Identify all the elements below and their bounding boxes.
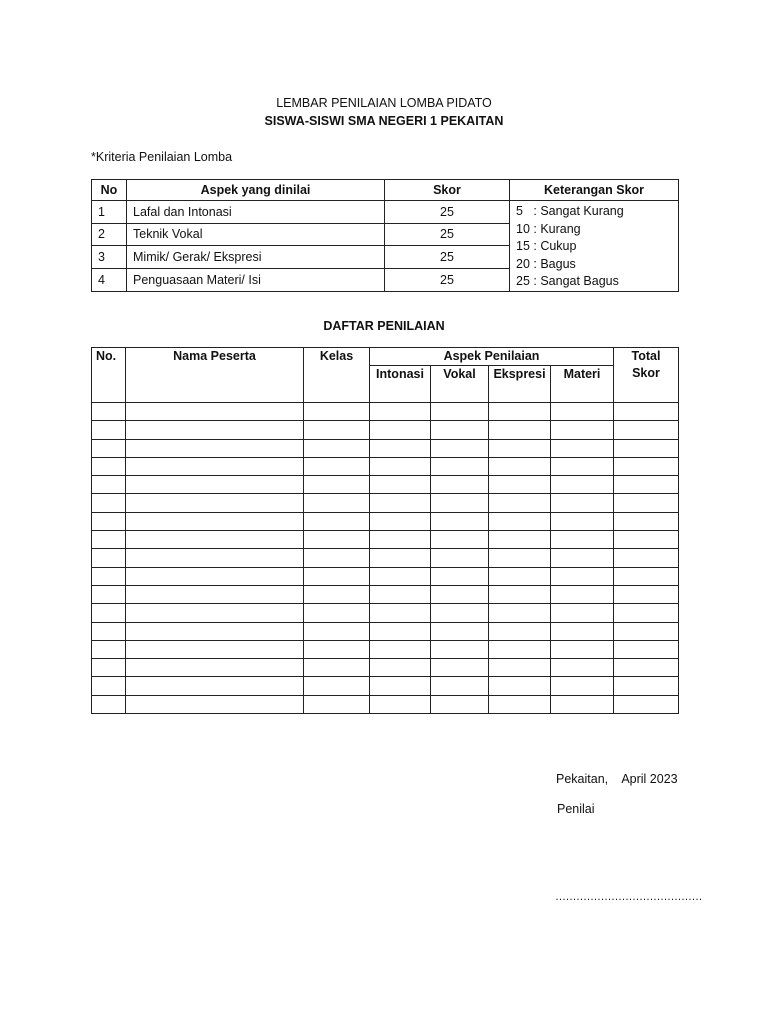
criteria-row-no: 3: [92, 246, 127, 269]
score-cell-intonation: [370, 494, 431, 512]
score-cell-vocal: [431, 476, 489, 494]
score-cell-name: [126, 567, 304, 585]
score-cell-expression: [489, 659, 551, 677]
score-cell-expression: [489, 567, 551, 585]
score-cell-intonation: [370, 677, 431, 695]
criteria-row-aspect: Penguasaan Materi/ Isi: [127, 268, 385, 291]
score-cell-name: [126, 640, 304, 658]
score-cell-expression: [489, 604, 551, 622]
score-cell-material: [551, 604, 614, 622]
score-cell-class: [304, 640, 370, 658]
score-header-name: Nama Peserta: [126, 348, 304, 403]
score-cell-name: [126, 439, 304, 457]
score-cell-no: [92, 421, 126, 439]
score-cell-no: [92, 640, 126, 658]
score-cell-vocal: [431, 403, 489, 421]
score-cell-vocal: [431, 622, 489, 640]
score-cell-material: [551, 439, 614, 457]
criteria-row-aspect: Teknik Vokal: [127, 223, 385, 246]
score-cell-no: [92, 604, 126, 622]
score-cell-class: [304, 494, 370, 512]
score-cell-name: [126, 695, 304, 713]
score-cell-material: [551, 494, 614, 512]
score-header-aspect-group: Aspek Penilaian: [370, 348, 614, 366]
score-cell-material: [551, 659, 614, 677]
score-header-expression: Ekspresi: [489, 366, 551, 403]
score-cell-intonation: [370, 403, 431, 421]
score-header-vocal: Vokal: [431, 366, 489, 403]
score-header-total: [614, 348, 679, 403]
score-cell-expression: [489, 403, 551, 421]
score-cell-vocal: [431, 604, 489, 622]
score-row: [92, 457, 679, 475]
score-cell-material: [551, 512, 614, 530]
score-header-intonation-label: Intonasi: [376, 367, 424, 381]
score-cell-name: [126, 476, 304, 494]
score-table-body: [92, 403, 679, 714]
score-row: [92, 421, 679, 439]
score-row: [92, 403, 679, 421]
score-header-total-label: Total Skor: [631, 349, 661, 380]
document-subtitle: SISWA-SISWI SMA NEGERI 1 PEKAITAN: [264, 114, 504, 128]
score-cell-total: [614, 476, 679, 494]
score-cell-intonation: [370, 585, 431, 603]
score-cell-name: [126, 622, 304, 640]
score-cell-no: [92, 659, 126, 677]
score-cell-class: [304, 695, 370, 713]
score-cell-vocal: [431, 567, 489, 585]
score-cell-total: [614, 403, 679, 421]
score-cell-no: [92, 457, 126, 475]
score-row: [92, 476, 679, 494]
score-header-material: Materi: [551, 366, 614, 403]
score-cell-total: [614, 439, 679, 457]
score-cell-no: [92, 567, 126, 585]
score-row: [92, 494, 679, 512]
score-cell-no: [92, 439, 126, 457]
score-cell-vocal: [431, 659, 489, 677]
score-cell-name: [126, 494, 304, 512]
score-cell-material: [551, 585, 614, 603]
score-section-title: DAFTAR PENILAIAN: [323, 319, 445, 333]
score-cell-material: [551, 421, 614, 439]
score-cell-total: [614, 567, 679, 585]
score-cell-vocal: [431, 695, 489, 713]
criteria-row-aspect: Lafal dan Intonasi: [127, 201, 385, 224]
score-cell-vocal: [431, 494, 489, 512]
score-cell-material: [551, 640, 614, 658]
score-cell-intonation: [370, 476, 431, 494]
score-cell-intonation: [370, 640, 431, 658]
score-cell-class: [304, 585, 370, 603]
place-date: Pekaitan, April 2023: [556, 772, 678, 786]
score-header-row: [92, 348, 679, 366]
score-row: [92, 622, 679, 640]
score-cell-no: [92, 512, 126, 530]
score-cell-intonation: [370, 659, 431, 677]
score-cell-class: [304, 677, 370, 695]
score-cell-name: [126, 512, 304, 530]
score-cell-name: [126, 659, 304, 677]
criteria-row-score: 25: [385, 268, 510, 291]
score-cell-intonation: [370, 439, 431, 457]
score-cell-class: [304, 604, 370, 622]
criteria-header-row: [92, 180, 679, 201]
score-cell-vocal: [431, 512, 489, 530]
score-header-intonation: [370, 366, 431, 403]
score-cell-vocal: [431, 585, 489, 603]
score-cell-expression: [489, 421, 551, 439]
score-cell-name: [126, 585, 304, 603]
score-legend-item: 25 : Sangat Bagus: [516, 274, 619, 288]
score-cell-name: [126, 421, 304, 439]
score-cell-class: [304, 549, 370, 567]
score-cell-total: [614, 677, 679, 695]
score-cell-no: [92, 494, 126, 512]
score-cell-vocal: [431, 640, 489, 658]
score-cell-total: [614, 512, 679, 530]
score-cell-class: [304, 421, 370, 439]
score-cell-name: [126, 549, 304, 567]
score-cell-class: [304, 512, 370, 530]
score-cell-total: [614, 622, 679, 640]
criteria-row-no: 1: [92, 201, 127, 224]
score-cell-expression: [489, 512, 551, 530]
score-cell-intonation: [370, 421, 431, 439]
criteria-header-no: No: [92, 180, 127, 201]
score-cell-name: [126, 604, 304, 622]
score-cell-expression: [489, 494, 551, 512]
score-cell-material: [551, 403, 614, 421]
score-row: [92, 567, 679, 585]
criteria-row-no: 4: [92, 268, 127, 291]
score-cell-no: [92, 403, 126, 421]
score-cell-intonation: [370, 531, 431, 549]
score-cell-name: [126, 677, 304, 695]
score-header-no: No.: [92, 348, 126, 403]
score-cell-expression: [489, 457, 551, 475]
score-cell-material: [551, 622, 614, 640]
score-cell-material: [551, 549, 614, 567]
score-cell-material: [551, 677, 614, 695]
score-row: [92, 640, 679, 658]
criteria-row-score: 25: [385, 246, 510, 269]
criteria-row: [92, 201, 679, 224]
score-cell-vocal: [431, 439, 489, 457]
score-cell-expression: [489, 531, 551, 549]
score-cell-material: [551, 457, 614, 475]
assessor-label: Penilai: [557, 802, 595, 816]
score-cell-intonation: [370, 567, 431, 585]
criteria-row-score: 25: [385, 201, 510, 224]
criteria-table: [91, 179, 679, 292]
score-cell-expression: [489, 585, 551, 603]
score-row: [92, 677, 679, 695]
score-cell-class: [304, 659, 370, 677]
score-cell-intonation: [370, 457, 431, 475]
score-cell-total: [614, 640, 679, 658]
score-cell-class: [304, 439, 370, 457]
score-table: [91, 347, 679, 714]
score-cell-class: [304, 567, 370, 585]
criteria-header-legend: Keterangan Skor: [510, 180, 679, 201]
score-cell-no: [92, 585, 126, 603]
score-cell-total: [614, 457, 679, 475]
score-cell-expression: [489, 476, 551, 494]
score-row: [92, 585, 679, 603]
score-cell-total: [614, 531, 679, 549]
score-row: [92, 512, 679, 530]
score-cell-total: [614, 695, 679, 713]
score-cell-no: [92, 476, 126, 494]
score-cell-intonation: [370, 622, 431, 640]
score-legend-item: 15 : Cukup: [516, 239, 577, 253]
score-cell-total: [614, 585, 679, 603]
score-cell-intonation: [370, 695, 431, 713]
score-cell-class: [304, 457, 370, 475]
criteria-note: *Kriteria Penilaian Lomba: [91, 150, 233, 164]
score-cell-vocal: [431, 457, 489, 475]
score-cell-intonation: [370, 512, 431, 530]
score-cell-material: [551, 476, 614, 494]
score-cell-class: [304, 531, 370, 549]
score-legend-item: 10 : Kurang: [516, 221, 581, 236]
score-cell-total: [614, 659, 679, 677]
score-cell-total: [614, 421, 679, 439]
score-cell-no: [92, 695, 126, 713]
score-cell-vocal: [431, 677, 489, 695]
score-legend: [510, 201, 679, 292]
score-legend-item: 20 : Bagus: [516, 256, 576, 271]
score-cell-intonation: [370, 549, 431, 567]
score-cell-class: [304, 403, 370, 421]
score-cell-name: [126, 457, 304, 475]
score-row: [92, 531, 679, 549]
score-cell-material: [551, 531, 614, 549]
document-title: LEMBAR PENILAIAN LOMBA PIDATO: [276, 96, 492, 110]
score-cell-no: [92, 677, 126, 695]
criteria-row-no: 2: [92, 223, 127, 246]
score-legend-item: 5 : Sangat Kurang: [516, 204, 624, 218]
score-cell-material: [551, 695, 614, 713]
score-cell-no: [92, 622, 126, 640]
score-row: [92, 439, 679, 457]
score-cell-expression: [489, 695, 551, 713]
score-cell-no: [92, 531, 126, 549]
score-row: [92, 604, 679, 622]
score-cell-intonation: [370, 604, 431, 622]
score-cell-total: [614, 604, 679, 622]
score-cell-vocal: [431, 549, 489, 567]
score-cell-material: [551, 567, 614, 585]
score-cell-name: [126, 403, 304, 421]
score-header-class: Kelas: [304, 348, 370, 403]
score-cell-name: [126, 531, 304, 549]
score-row: [92, 695, 679, 713]
criteria-header-score: Skor: [385, 180, 510, 201]
score-cell-vocal: [431, 531, 489, 549]
criteria-row-aspect: Mimik/ Gerak/ Ekspresi: [127, 246, 385, 269]
score-cell-no: [92, 549, 126, 567]
score-cell-expression: [489, 439, 551, 457]
score-cell-total: [614, 494, 679, 512]
score-cell-expression: [489, 549, 551, 567]
score-cell-vocal: [431, 421, 489, 439]
score-cell-class: [304, 622, 370, 640]
score-row: [92, 659, 679, 677]
criteria-row-score: 25: [385, 223, 510, 246]
score-row: [92, 549, 679, 567]
score-cell-expression: [489, 640, 551, 658]
signature-line: ……………………………………: [555, 891, 702, 903]
score-cell-expression: [489, 622, 551, 640]
criteria-header-aspect: Aspek yang dinilai: [127, 180, 385, 201]
score-cell-total: [614, 549, 679, 567]
score-cell-class: [304, 476, 370, 494]
score-cell-expression: [489, 677, 551, 695]
